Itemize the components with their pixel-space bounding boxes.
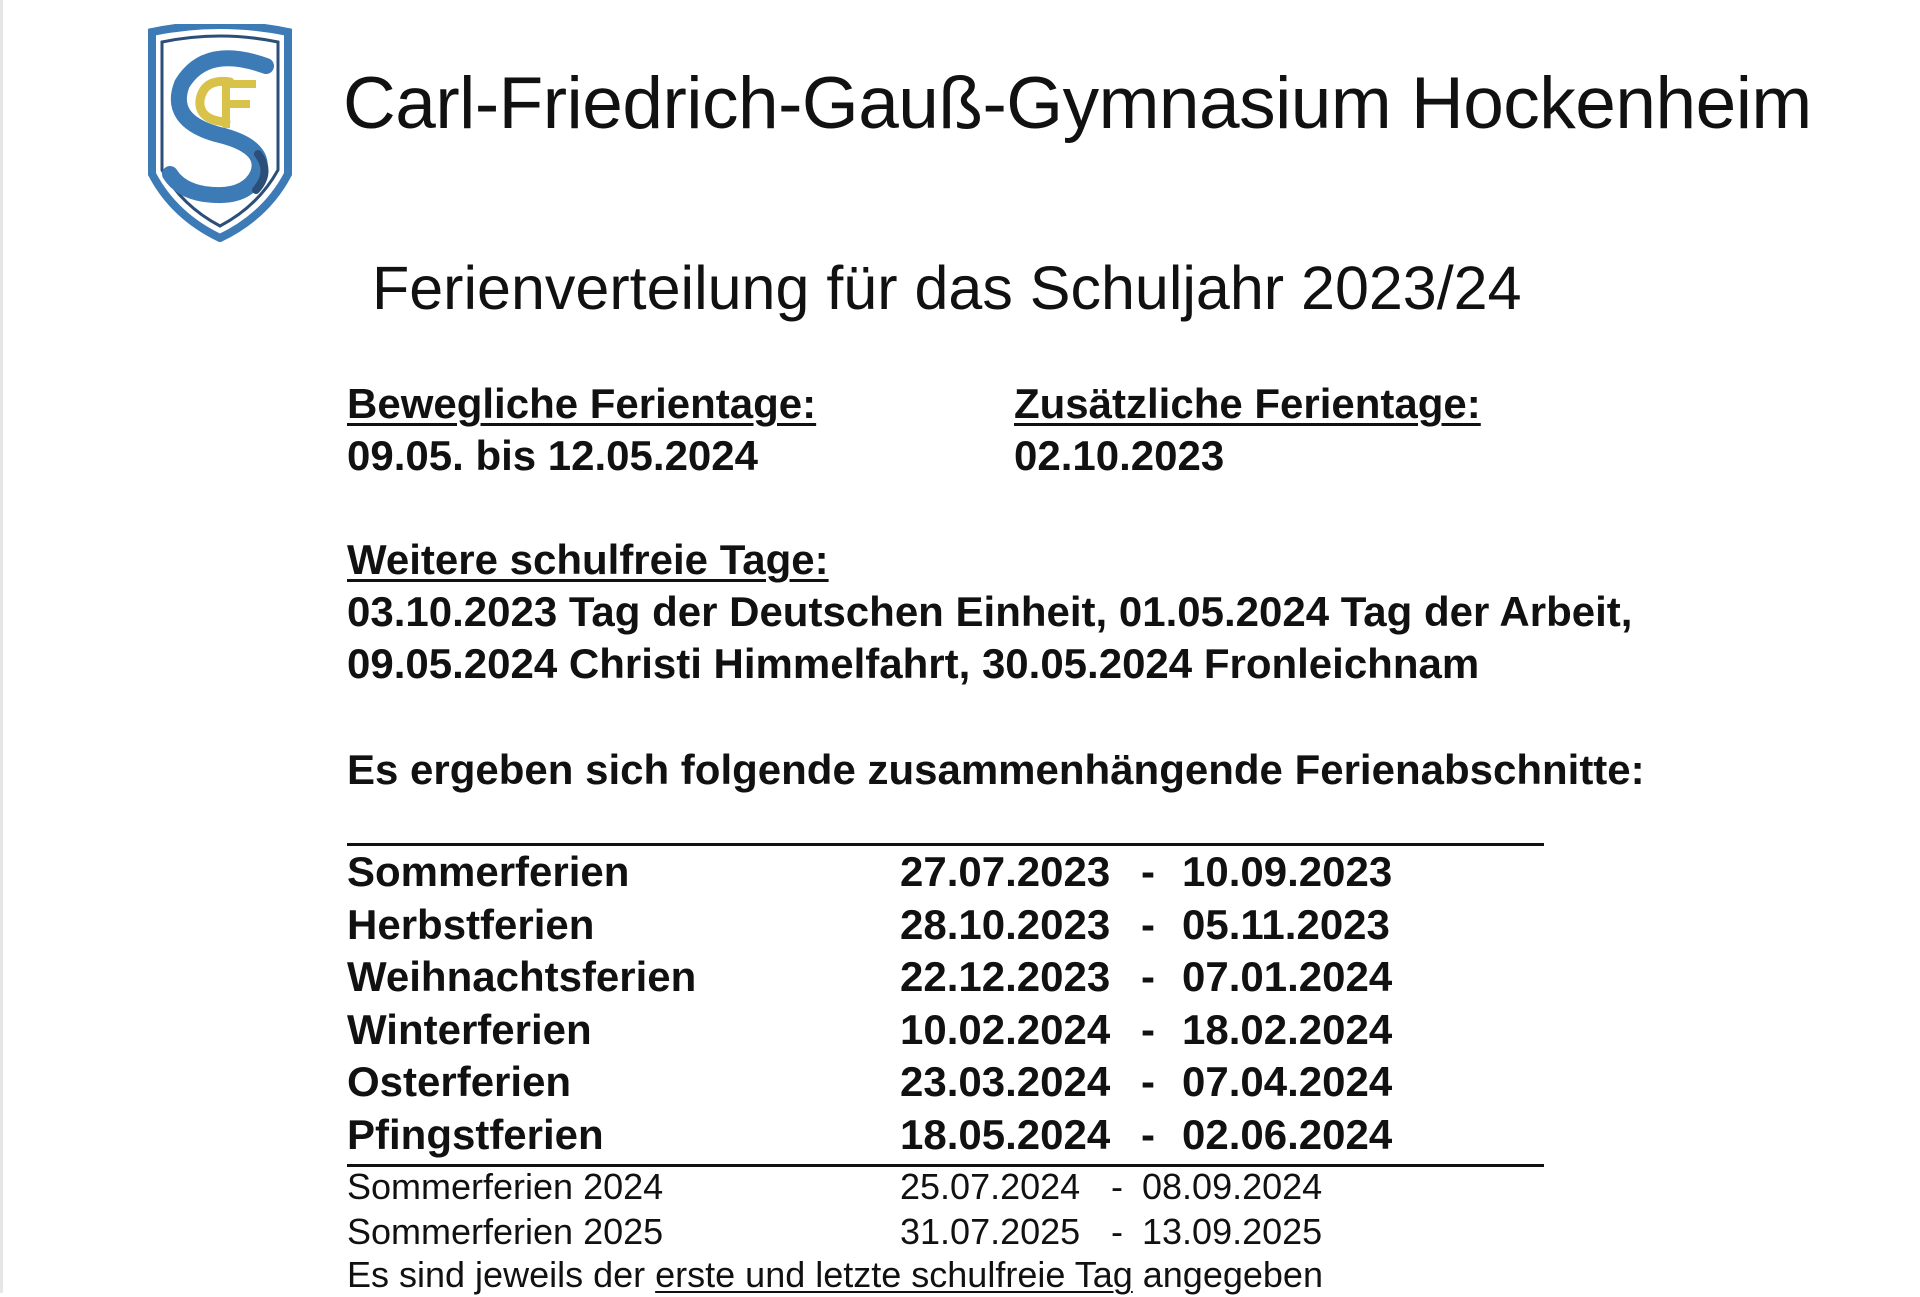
- weitere-line-1: 03.10.2023 Tag der Deutschen Einheit, 01.05.2024 Tag der Arbeit,: [347, 588, 1633, 635]
- weitere-heading: Weitere schulfreie Tage:: [347, 536, 829, 583]
- table-row: [347, 899, 1547, 952]
- holiday-from: 23.03.2024: [900, 1058, 1111, 1105]
- table-row: [347, 951, 1547, 1004]
- table-row: [347, 1004, 1547, 1057]
- holiday-from: 10.02.2024: [900, 1005, 1111, 1053]
- zusaetzliche-ferientage-section: [1014, 378, 1481, 482]
- holiday-to: 05.11.2023: [1182, 900, 1390, 948]
- holiday-from: 18.05.2024: [900, 1110, 1111, 1158]
- future-from: 25.07.2024: [900, 1166, 1081, 1207]
- holiday-to: 10.09.2023: [1182, 848, 1393, 895]
- holiday-name: Weihnachtsferien: [347, 953, 697, 1000]
- table-row: [347, 846, 1547, 899]
- future-to: 08.09.2024: [1142, 1166, 1323, 1207]
- school-logo-icon: [146, 24, 294, 242]
- holiday-to: 02.06.2024: [1182, 1110, 1393, 1158]
- holiday-name: Herbstferien: [347, 900, 595, 948]
- footnote: [347, 1252, 1323, 1297]
- bewegliche-heading: Bewegliche Ferientage:: [347, 380, 817, 427]
- range-separator: -: [1141, 900, 1155, 948]
- range-separator: -: [1141, 1058, 1155, 1105]
- range-separator: -: [1111, 1166, 1123, 1207]
- range-separator: -: [1141, 1110, 1155, 1158]
- holiday-to: 18.02.2024: [1182, 1005, 1393, 1053]
- footnote-underlined: erste und letzte schulfreie Tag: [655, 1254, 1133, 1295]
- range-separator: -: [1141, 848, 1155, 895]
- holiday-from: 27.07.2023: [900, 848, 1111, 895]
- future-from: 31.07.2025: [900, 1211, 1081, 1252]
- range-separator: -: [1111, 1211, 1123, 1252]
- holiday-name: Pfingstferien: [347, 1110, 604, 1158]
- table-row: [347, 1056, 1547, 1109]
- holiday-to: 07.04.2024: [1182, 1058, 1393, 1105]
- footnote-before: Es sind jeweils der: [347, 1254, 656, 1295]
- future-name: Sommerferien 2025: [347, 1211, 664, 1252]
- page-edge: [0, 0, 3, 1293]
- table-row: [347, 1209, 1547, 1254]
- future-name: Sommerferien 2024: [347, 1166, 664, 1207]
- holiday-from: 22.12.2023: [900, 953, 1111, 1000]
- holiday-name: Sommerferien: [347, 848, 630, 895]
- holiday-name: Winterferien: [347, 1005, 592, 1053]
- bewegliche-value: 09.05. bis 12.05.2024: [347, 432, 758, 479]
- holiday-to: 07.01.2024: [1182, 953, 1393, 1000]
- range-separator: -: [1141, 1005, 1155, 1053]
- holiday-table: [347, 846, 1547, 1161]
- weitere-line-2: 09.05.2024 Christi Himmelfahrt, 30.05.2024 Fronleichnam: [347, 640, 1480, 687]
- zusaetzliche-heading: Zusätzliche Ferientage:: [1014, 380, 1481, 427]
- range-separator: -: [1141, 953, 1155, 1000]
- holiday-from: 28.10.2023: [900, 900, 1111, 948]
- school-name: Carl-Friedrich-Gauß-Gymnasium Hockenheim: [343, 63, 1812, 144]
- footnote-after: angegeben: [1132, 1254, 1323, 1295]
- table-row: [347, 1109, 1547, 1162]
- document-title: Ferienverteilung für das Schuljahr 2023/24: [372, 254, 1522, 322]
- weitere-schulfreie-tage-section: [347, 534, 1632, 690]
- table-row: [347, 1164, 1547, 1209]
- bewegliche-ferientage-section: [347, 378, 816, 482]
- future-summer-table: [347, 1164, 1547, 1254]
- ferienabschnitte-intro: Es ergeben sich folgende zusammenhängende Ferienabschnitte:: [347, 746, 1645, 793]
- future-to: 13.09.2025: [1142, 1211, 1323, 1252]
- zusaetzliche-value: 02.10.2023: [1014, 432, 1225, 479]
- holiday-name: Osterferien: [347, 1058, 572, 1105]
